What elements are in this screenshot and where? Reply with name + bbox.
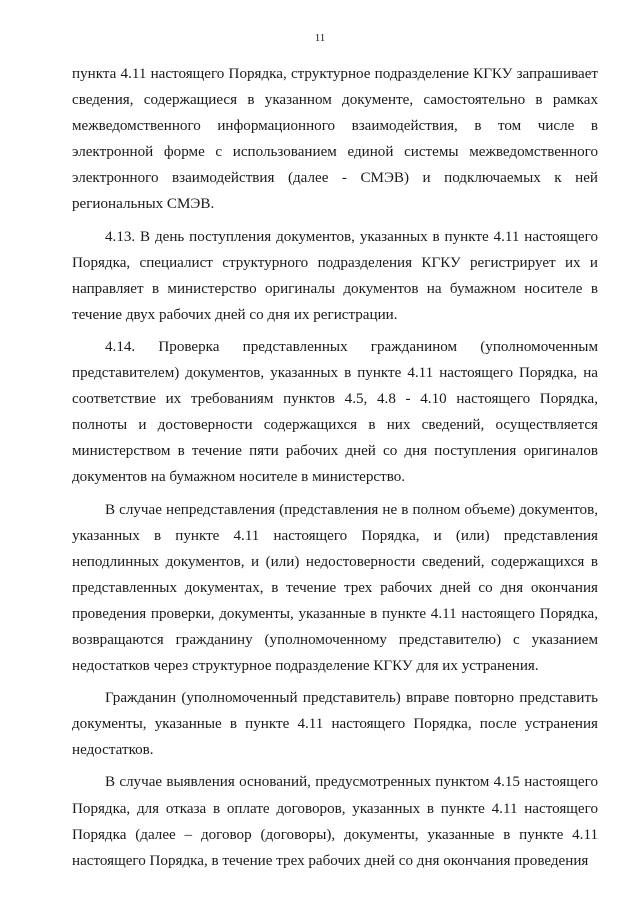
document-body: [72, 61, 598, 874]
paragraph-refusal-grounds: В случае выявления оснований, предусмотренных пунктом 4.15 настоящего Порядка, для отказа в оплате договоров, указанных в пункте 4.11 настоящего Порядка (далее – договор (договоры), документы, указанные в пункте 4.11 настоящего Порядка, в течение трех рабочих дней со дня окончания проведения: [72, 774, 598, 869]
paragraph-4-13: 4.13. В день поступления документов, указанных в пункте 4.11 настоящего Порядка, специалист структурного подразделения КГКУ регистрирует их и направляет в министерство оригиналы документов на бумажном носителе в течение двух рабочих дней со дня их регистрации.: [72, 228, 598, 323]
paragraph-4-14: 4.14. Проверка представленных гражданином (уполномоченным представителем) документов, указанных в пункте 4.11 настоящего Порядка, на соответствие их требованиям пунктов 4.5, 4.8 - 4.10 настоящего Порядка, полноты и достоверности содержащихся в них сведений, осуществляется министерством в течение пяти рабочих дней со дня поступления оригиналов документов на бумажном носителе в министерство.: [72, 338, 598, 486]
paragraph-4-12-continued: пункта 4.11 настоящего Порядка, структурное подразделение КГКУ запрашивает сведения, содержащиеся в указанном документе, самостоятельно в рамках межведомственного информационного взаимодействия, в том числе в электронной форме с использованием единой системы межведомственного электронного взаимодействия (далее - СМЭВ) и подключаемых к ней региональных СМЭВ.: [72, 66, 598, 213]
paragraph-resubmission: Гражданин (уполномоченный представитель) вправе повторно представить документы, указанные в пункте 4.11 настоящего Порядка, после устранения недостатков.: [72, 690, 598, 759]
paragraph-non-submission: В случае непредставления (представления не в полном объеме) документов, указанных в пункте 4.11 настоящего Порядка, и (или) представления неподлинных документов, и (или) недостоверности сведений, содержащихся в представленных документах, в течение трех рабочих дней со дня окончания проведения проверки, документы, указанные в пункте 4.11 настоящего Порядка, возвращаются гражданину (уполномоченному представителю) с указанием недостатков через структурное подразделение КГКУ для их устранения.: [72, 501, 598, 675]
page-number: 11: [314, 32, 326, 44]
